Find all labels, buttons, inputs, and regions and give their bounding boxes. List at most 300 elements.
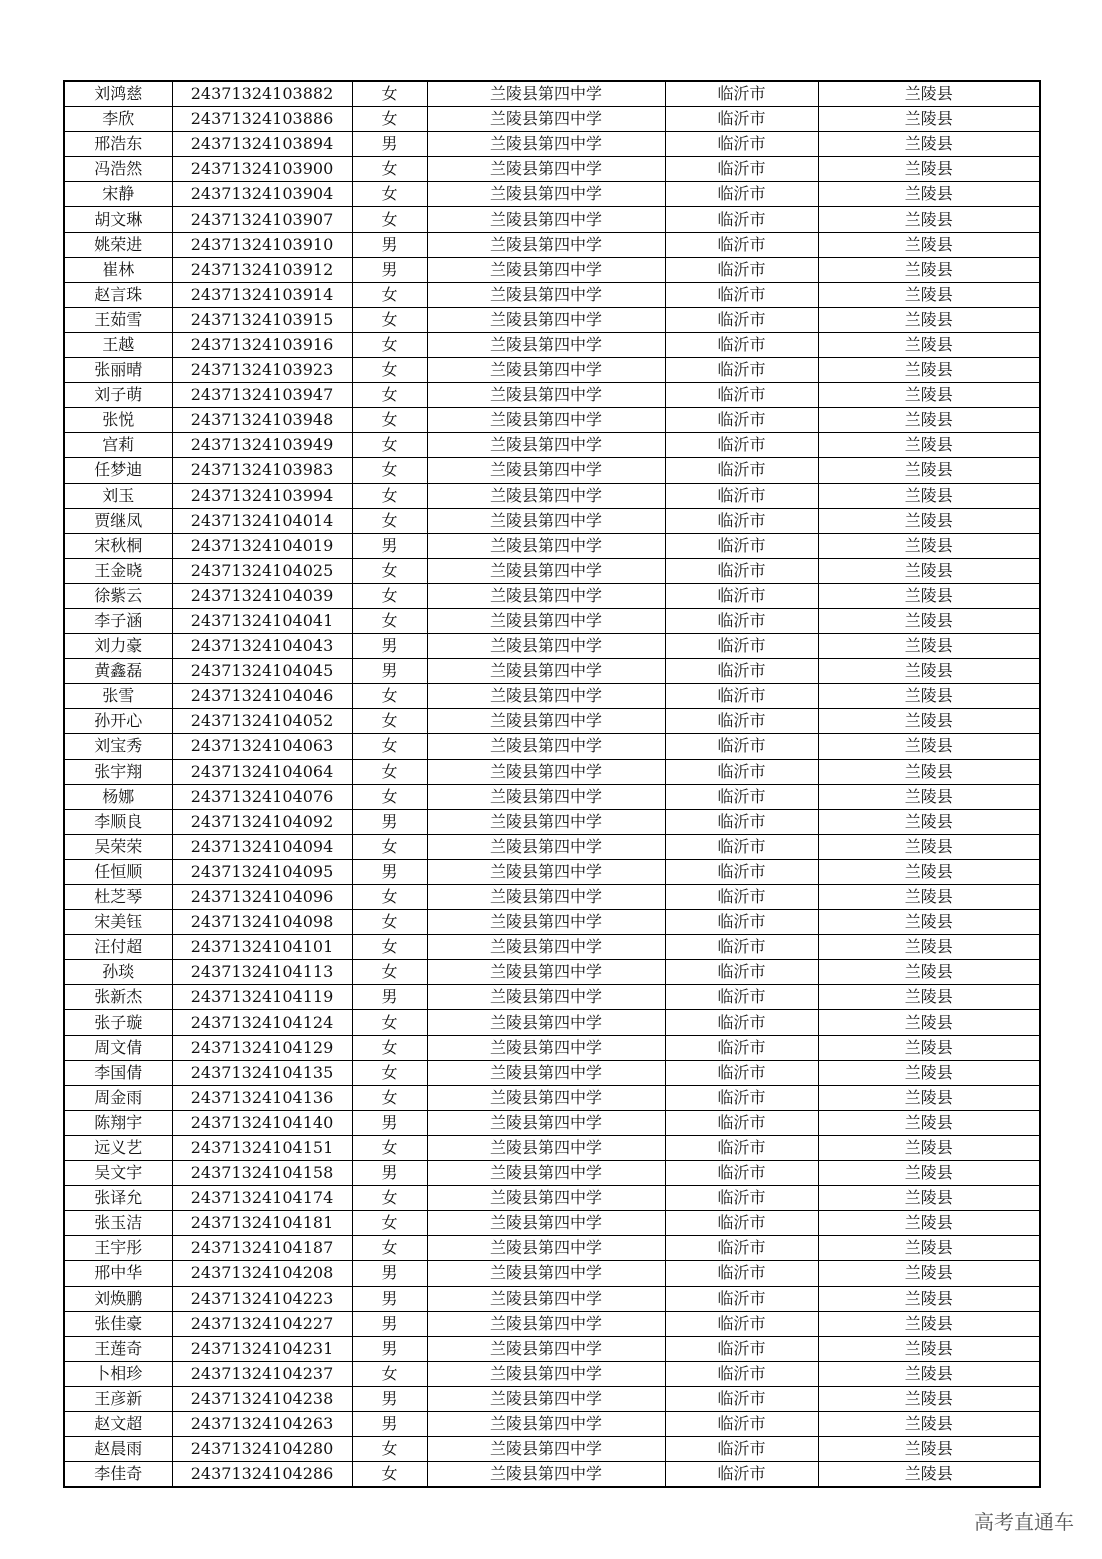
gender-cell: 女 [352, 759, 427, 784]
city-cell: 临沂市 [665, 1161, 818, 1186]
table-row [64, 1161, 1040, 1186]
county-cell: 兰陵县 [818, 1035, 1040, 1060]
city-cell: 临沂市 [665, 684, 818, 709]
county-cell: 兰陵县 [818, 408, 1040, 433]
county-cell: 兰陵县 [818, 1361, 1040, 1386]
gender-cell: 男 [352, 1311, 427, 1336]
table-row [64, 282, 1040, 307]
id-cell: 24371324104096 [172, 885, 352, 910]
id-cell: 24371324104064 [172, 759, 352, 784]
name-cell: 李顺良 [64, 809, 172, 834]
city-cell: 临沂市 [665, 809, 818, 834]
name-cell: 张丽晴 [64, 358, 172, 383]
county-cell: 兰陵县 [818, 784, 1040, 809]
id-cell: 24371324104129 [172, 1035, 352, 1060]
school-cell: 兰陵县第四中学 [427, 358, 665, 383]
table-row [64, 659, 1040, 684]
city-cell: 临沂市 [665, 433, 818, 458]
name-cell: 周金雨 [64, 1085, 172, 1110]
gender-cell: 女 [352, 358, 427, 383]
school-cell: 兰陵县第四中学 [427, 1060, 665, 1085]
name-cell: 胡文琳 [64, 207, 172, 232]
name-cell: 李子涵 [64, 608, 172, 633]
table-row [64, 558, 1040, 583]
county-cell: 兰陵县 [818, 157, 1040, 182]
table-row [64, 985, 1040, 1010]
name-cell: 崔林 [64, 257, 172, 282]
school-cell: 兰陵县第四中学 [427, 1186, 665, 1211]
city-cell: 临沂市 [665, 910, 818, 935]
name-cell: 王金晓 [64, 558, 172, 583]
county-cell: 兰陵县 [818, 81, 1040, 107]
school-cell: 兰陵县第四中学 [427, 533, 665, 558]
id-cell: 24371324104043 [172, 634, 352, 659]
id-cell: 24371324104092 [172, 809, 352, 834]
id-cell: 24371324103915 [172, 307, 352, 332]
table-row [64, 1286, 1040, 1311]
id-cell: 24371324103947 [172, 383, 352, 408]
school-cell: 兰陵县第四中学 [427, 508, 665, 533]
city-cell: 临沂市 [665, 859, 818, 884]
city-cell: 临沂市 [665, 132, 818, 157]
county-cell: 兰陵县 [818, 1161, 1040, 1186]
name-cell: 贾继凤 [64, 508, 172, 533]
id-cell: 24371324104140 [172, 1110, 352, 1135]
id-cell: 24371324103949 [172, 433, 352, 458]
school-cell: 兰陵县第四中学 [427, 684, 665, 709]
table-row [64, 1411, 1040, 1436]
county-cell: 兰陵县 [818, 1236, 1040, 1261]
name-cell: 孙开心 [64, 709, 172, 734]
table-row [64, 1060, 1040, 1085]
school-cell: 兰陵县第四中学 [427, 1010, 665, 1035]
name-cell: 赵言珠 [64, 282, 172, 307]
school-cell: 兰陵县第四中学 [427, 659, 665, 684]
school-cell: 兰陵县第四中学 [427, 282, 665, 307]
school-cell: 兰陵县第四中学 [427, 1135, 665, 1160]
id-cell: 24371324104119 [172, 985, 352, 1010]
county-cell: 兰陵县 [818, 107, 1040, 132]
table-row [64, 1361, 1040, 1386]
city-cell: 临沂市 [665, 383, 818, 408]
city-cell: 临沂市 [665, 784, 818, 809]
id-cell: 24371324104208 [172, 1261, 352, 1286]
table-row [64, 1261, 1040, 1286]
id-cell: 24371324104052 [172, 709, 352, 734]
school-cell: 兰陵县第四中学 [427, 960, 665, 985]
county-cell: 兰陵县 [818, 1411, 1040, 1436]
county-cell: 兰陵县 [818, 1386, 1040, 1411]
gender-cell: 女 [352, 583, 427, 608]
name-cell: 王彦新 [64, 1386, 172, 1411]
table-row [64, 307, 1040, 332]
name-cell: 徐紫云 [64, 583, 172, 608]
county-cell: 兰陵县 [818, 307, 1040, 332]
table-row [64, 583, 1040, 608]
gender-cell: 男 [352, 1110, 427, 1135]
gender-cell: 女 [352, 910, 427, 935]
table-row [64, 132, 1040, 157]
name-cell: 冯浩然 [64, 157, 172, 182]
city-cell: 临沂市 [665, 1311, 818, 1336]
id-cell: 24371324103983 [172, 458, 352, 483]
county-cell: 兰陵县 [818, 885, 1040, 910]
county-cell: 兰陵县 [818, 483, 1040, 508]
school-cell: 兰陵县第四中学 [427, 859, 665, 884]
school-cell: 兰陵县第四中学 [427, 157, 665, 182]
county-cell: 兰陵县 [818, 332, 1040, 357]
gender-cell: 男 [352, 1386, 427, 1411]
school-cell: 兰陵县第四中学 [427, 483, 665, 508]
county-cell: 兰陵县 [818, 207, 1040, 232]
school-cell: 兰陵县第四中学 [427, 1261, 665, 1286]
county-cell: 兰陵县 [818, 734, 1040, 759]
county-cell: 兰陵县 [818, 960, 1040, 985]
gender-cell: 女 [352, 207, 427, 232]
city-cell: 临沂市 [665, 634, 818, 659]
city-cell: 临沂市 [665, 1462, 818, 1488]
id-cell: 24371324103882 [172, 81, 352, 107]
city-cell: 临沂市 [665, 207, 818, 232]
school-cell: 兰陵县第四中学 [427, 1411, 665, 1436]
id-cell: 24371324103886 [172, 107, 352, 132]
county-cell: 兰陵县 [818, 1261, 1040, 1286]
gender-cell: 女 [352, 157, 427, 182]
name-cell: 张新杰 [64, 985, 172, 1010]
id-cell: 24371324104263 [172, 1411, 352, 1436]
table-row [64, 634, 1040, 659]
table-row [64, 1035, 1040, 1060]
id-cell: 24371324104227 [172, 1311, 352, 1336]
city-cell: 临沂市 [665, 885, 818, 910]
name-cell: 张玉洁 [64, 1211, 172, 1236]
gender-cell: 女 [352, 1010, 427, 1035]
city-cell: 临沂市 [665, 1437, 818, 1462]
table-row [64, 257, 1040, 282]
school-cell: 兰陵县第四中学 [427, 1085, 665, 1110]
county-cell: 兰陵县 [818, 1462, 1040, 1488]
name-cell: 杜芝琴 [64, 885, 172, 910]
name-cell: 黄鑫磊 [64, 659, 172, 684]
table-row [64, 458, 1040, 483]
school-cell: 兰陵县第四中学 [427, 1211, 665, 1236]
county-cell: 兰陵县 [818, 1437, 1040, 1462]
name-cell: 刘力豪 [64, 634, 172, 659]
table-row [64, 1437, 1040, 1462]
city-cell: 临沂市 [665, 1110, 818, 1135]
id-cell: 24371324104039 [172, 583, 352, 608]
table-row [64, 483, 1040, 508]
school-cell: 兰陵县第四中学 [427, 910, 665, 935]
table-row [64, 809, 1040, 834]
gender-cell: 女 [352, 684, 427, 709]
gender-cell: 女 [352, 784, 427, 809]
gender-cell: 男 [352, 1411, 427, 1436]
gender-cell: 女 [352, 433, 427, 458]
city-cell: 临沂市 [665, 1236, 818, 1261]
name-cell: 宫莉 [64, 433, 172, 458]
city-cell: 临沂市 [665, 107, 818, 132]
gender-cell: 男 [352, 985, 427, 1010]
id-cell: 24371324103923 [172, 358, 352, 383]
county-cell: 兰陵县 [818, 985, 1040, 1010]
id-cell: 24371324104223 [172, 1286, 352, 1311]
gender-cell: 女 [352, 81, 427, 107]
city-cell: 临沂市 [665, 508, 818, 533]
city-cell: 临沂市 [665, 257, 818, 282]
name-cell: 孙琰 [64, 960, 172, 985]
city-cell: 临沂市 [665, 1060, 818, 1085]
gender-cell: 男 [352, 859, 427, 884]
id-cell: 24371324103894 [172, 132, 352, 157]
gender-cell: 男 [352, 533, 427, 558]
school-cell: 兰陵县第四中学 [427, 408, 665, 433]
table-row [64, 759, 1040, 784]
county-cell: 兰陵县 [818, 182, 1040, 207]
school-cell: 兰陵县第四中学 [427, 1286, 665, 1311]
gender-cell: 男 [352, 634, 427, 659]
id-cell: 24371324103912 [172, 257, 352, 282]
school-cell: 兰陵县第四中学 [427, 885, 665, 910]
city-cell: 临沂市 [665, 1010, 818, 1035]
gender-cell: 女 [352, 307, 427, 332]
table-row [64, 157, 1040, 182]
gender-cell: 女 [352, 508, 427, 533]
table-row [64, 834, 1040, 859]
school-cell: 兰陵县第四中学 [427, 81, 665, 107]
gender-cell: 女 [352, 608, 427, 633]
gender-cell: 女 [352, 282, 427, 307]
school-cell: 兰陵县第四中学 [427, 1035, 665, 1060]
table-row [64, 859, 1040, 884]
gender-cell: 女 [352, 1211, 427, 1236]
gender-cell: 女 [352, 458, 427, 483]
city-cell: 临沂市 [665, 157, 818, 182]
id-cell: 24371324104014 [172, 508, 352, 533]
table-row [64, 885, 1040, 910]
table-row [64, 608, 1040, 633]
gender-cell: 女 [352, 558, 427, 583]
school-cell: 兰陵县第四中学 [427, 232, 665, 257]
county-cell: 兰陵县 [818, 809, 1040, 834]
city-cell: 临沂市 [665, 307, 818, 332]
name-cell: 远义艺 [64, 1135, 172, 1160]
table-row [64, 408, 1040, 433]
school-cell: 兰陵县第四中学 [427, 935, 665, 960]
city-cell: 临沂市 [665, 1085, 818, 1110]
table-row [64, 1186, 1040, 1211]
table-row [64, 383, 1040, 408]
school-cell: 兰陵县第四中学 [427, 182, 665, 207]
name-cell: 陈翔宇 [64, 1110, 172, 1135]
county-cell: 兰陵县 [818, 132, 1040, 157]
county-cell: 兰陵县 [818, 383, 1040, 408]
table-row [64, 935, 1040, 960]
gender-cell: 男 [352, 232, 427, 257]
gender-cell: 男 [352, 132, 427, 157]
name-cell: 宋美钰 [64, 910, 172, 935]
id-cell: 24371324104280 [172, 1437, 352, 1462]
gender-cell: 女 [352, 935, 427, 960]
table-row [64, 1085, 1040, 1110]
school-cell: 兰陵县第四中学 [427, 1386, 665, 1411]
city-cell: 临沂市 [665, 1386, 818, 1411]
city-cell: 临沂市 [665, 232, 818, 257]
gender-cell: 女 [352, 182, 427, 207]
county-cell: 兰陵县 [818, 1060, 1040, 1085]
id-cell: 24371324104098 [172, 910, 352, 935]
school-cell: 兰陵县第四中学 [427, 759, 665, 784]
name-cell: 张悦 [64, 408, 172, 433]
county-cell: 兰陵县 [818, 1110, 1040, 1135]
county-cell: 兰陵县 [818, 533, 1040, 558]
table-row [64, 910, 1040, 935]
table-row [64, 182, 1040, 207]
table-row [64, 784, 1040, 809]
table-row [64, 1110, 1040, 1135]
school-cell: 兰陵县第四中学 [427, 1361, 665, 1386]
city-cell: 临沂市 [665, 408, 818, 433]
id-cell: 24371324104063 [172, 734, 352, 759]
city-cell: 临沂市 [665, 81, 818, 107]
name-cell: 刘宝秀 [64, 734, 172, 759]
table-row [64, 1236, 1040, 1261]
county-cell: 兰陵县 [818, 1311, 1040, 1336]
table-row [64, 232, 1040, 257]
city-cell: 临沂市 [665, 1361, 818, 1386]
name-cell: 王茹雪 [64, 307, 172, 332]
id-cell: 24371324104101 [172, 935, 352, 960]
table-row [64, 107, 1040, 132]
table-row [64, 81, 1040, 107]
county-cell: 兰陵县 [818, 433, 1040, 458]
city-cell: 临沂市 [665, 1336, 818, 1361]
school-cell: 兰陵县第四中学 [427, 784, 665, 809]
id-cell: 24371324104135 [172, 1060, 352, 1085]
id-cell: 24371324104181 [172, 1211, 352, 1236]
id-cell: 24371324103994 [172, 483, 352, 508]
county-cell: 兰陵县 [818, 659, 1040, 684]
city-cell: 临沂市 [665, 1135, 818, 1160]
city-cell: 临沂市 [665, 483, 818, 508]
name-cell: 宋秋桐 [64, 533, 172, 558]
table-row [64, 1386, 1040, 1411]
id-cell: 24371324104238 [172, 1386, 352, 1411]
id-cell: 24371324104286 [172, 1462, 352, 1488]
gender-cell: 女 [352, 1085, 427, 1110]
name-cell: 张子璇 [64, 1010, 172, 1035]
name-cell: 杨娜 [64, 784, 172, 809]
table-row [64, 207, 1040, 232]
school-cell: 兰陵县第四中学 [427, 734, 665, 759]
school-cell: 兰陵县第四中学 [427, 1462, 665, 1488]
table-row [64, 684, 1040, 709]
id-cell: 24371324104095 [172, 859, 352, 884]
gender-cell: 女 [352, 1361, 427, 1386]
table-row [64, 1010, 1040, 1035]
id-cell: 24371324103907 [172, 207, 352, 232]
table-row [64, 1462, 1040, 1488]
table-row [64, 358, 1040, 383]
county-cell: 兰陵县 [818, 282, 1040, 307]
gender-cell: 女 [352, 383, 427, 408]
school-cell: 兰陵县第四中学 [427, 307, 665, 332]
city-cell: 临沂市 [665, 1035, 818, 1060]
school-cell: 兰陵县第四中学 [427, 809, 665, 834]
id-cell: 24371324104025 [172, 558, 352, 583]
name-cell: 张译允 [64, 1186, 172, 1211]
county-cell: 兰陵县 [818, 684, 1040, 709]
school-cell: 兰陵县第四中学 [427, 1161, 665, 1186]
id-cell: 24371324104151 [172, 1135, 352, 1160]
gender-cell: 男 [352, 1336, 427, 1361]
county-cell: 兰陵县 [818, 232, 1040, 257]
name-cell: 汪付超 [64, 935, 172, 960]
city-cell: 临沂市 [665, 182, 818, 207]
city-cell: 临沂市 [665, 1411, 818, 1436]
id-cell: 24371324104174 [172, 1186, 352, 1211]
id-cell: 24371324104136 [172, 1085, 352, 1110]
city-cell: 临沂市 [665, 935, 818, 960]
school-cell: 兰陵县第四中学 [427, 985, 665, 1010]
gender-cell: 女 [352, 1060, 427, 1085]
watermark: 高考直通车 [974, 1510, 1074, 1534]
id-cell: 24371324104019 [172, 533, 352, 558]
city-cell: 临沂市 [665, 332, 818, 357]
county-cell: 兰陵县 [818, 1286, 1040, 1311]
gender-cell: 男 [352, 1161, 427, 1186]
table-row [64, 332, 1040, 357]
name-cell: 任梦迪 [64, 458, 172, 483]
gender-cell: 女 [352, 1186, 427, 1211]
school-cell: 兰陵县第四中学 [427, 383, 665, 408]
school-cell: 兰陵县第四中学 [427, 433, 665, 458]
id-cell: 24371324103904 [172, 182, 352, 207]
school-cell: 兰陵县第四中学 [427, 332, 665, 357]
name-cell: 刘子萌 [64, 383, 172, 408]
county-cell: 兰陵县 [818, 257, 1040, 282]
county-cell: 兰陵县 [818, 634, 1040, 659]
gender-cell: 女 [352, 885, 427, 910]
name-cell: 赵文超 [64, 1411, 172, 1436]
school-cell: 兰陵县第四中学 [427, 458, 665, 483]
gender-cell: 男 [352, 257, 427, 282]
gender-cell: 女 [352, 332, 427, 357]
table-row [64, 533, 1040, 558]
city-cell: 临沂市 [665, 1211, 818, 1236]
gender-cell: 女 [352, 408, 427, 433]
gender-cell: 女 [352, 483, 427, 508]
name-cell: 张宇翔 [64, 759, 172, 784]
id-cell: 24371324104124 [172, 1010, 352, 1035]
school-cell: 兰陵县第四中学 [427, 834, 665, 859]
name-cell: 姚荣进 [64, 232, 172, 257]
school-cell: 兰陵县第四中学 [427, 709, 665, 734]
school-cell: 兰陵县第四中学 [427, 107, 665, 132]
school-cell: 兰陵县第四中学 [427, 257, 665, 282]
id-cell: 24371324104231 [172, 1336, 352, 1361]
city-cell: 临沂市 [665, 1261, 818, 1286]
county-cell: 兰陵县 [818, 1085, 1040, 1110]
city-cell: 临沂市 [665, 282, 818, 307]
name-cell: 李佳奇 [64, 1462, 172, 1488]
id-cell: 24371324104076 [172, 784, 352, 809]
school-cell: 兰陵县第四中学 [427, 634, 665, 659]
city-cell: 临沂市 [665, 558, 818, 583]
county-cell: 兰陵县 [818, 935, 1040, 960]
table-row [64, 1311, 1040, 1336]
city-cell: 临沂市 [665, 759, 818, 784]
